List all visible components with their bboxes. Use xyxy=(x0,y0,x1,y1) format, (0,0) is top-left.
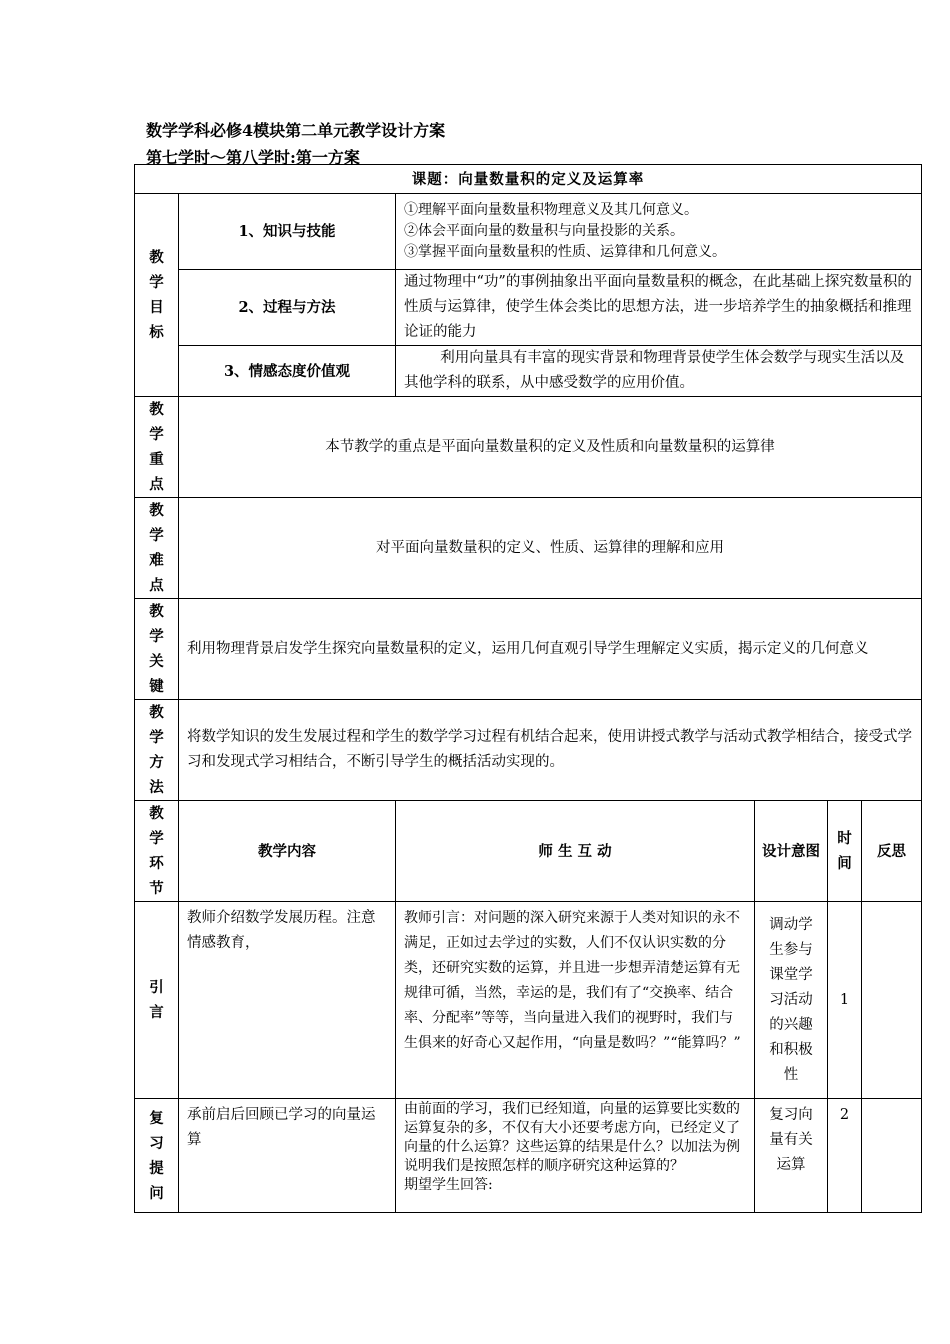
interaction-cell xyxy=(396,1099,755,1213)
reflection-cell xyxy=(862,1099,922,1213)
stage-header: 教学环节 xyxy=(149,805,164,897)
key-points-row xyxy=(135,397,922,498)
knowledge-line: ②体会平面向量的数量积与向量投影的关系。 xyxy=(404,223,684,239)
title-row xyxy=(135,165,922,194)
stage-cell xyxy=(135,902,179,1099)
key-points-label: 教学重点 xyxy=(149,401,164,493)
objectives-label: 教学目标 xyxy=(149,249,164,341)
interaction-header: 师 生 互 动 xyxy=(396,801,755,902)
knowledge-line: ③掌握平面向量数量积的性质、运算律和几何意义。 xyxy=(404,244,726,260)
table-row xyxy=(135,902,922,1099)
key-approach-row xyxy=(135,599,922,700)
methods-label-cell xyxy=(135,700,179,801)
objectives-label-cell xyxy=(135,194,179,397)
objective-process-row xyxy=(135,270,922,346)
stage-cell xyxy=(135,1099,179,1213)
key-points-text: 本节教学的重点是平面向量数量积的定义及性质和向量数量积的运算律 xyxy=(179,397,922,498)
difficulties-label: 教学难点 xyxy=(149,502,164,594)
intent-header: 设计意图 xyxy=(755,801,828,902)
objective-knowledge-row xyxy=(135,194,922,270)
session-subtitle: 第七学时～第八学时:第一方案 xyxy=(146,148,360,167)
content-header: 教学内容 xyxy=(179,801,396,902)
document-title: 数学学科必修4模块第二单元教学设计方案 xyxy=(146,121,446,140)
difficulties-label-cell xyxy=(135,498,179,599)
process-title: 2、过程与方法 xyxy=(179,270,396,346)
key-approach-label: 教学关键 xyxy=(149,603,164,695)
attitude-title: 3、情感态度价值观 xyxy=(179,346,396,397)
stage-header-cell xyxy=(135,801,179,902)
table-row xyxy=(135,1099,922,1213)
difficulties-text: 对平面向量数量积的定义、性质、运算律的理解和应用 xyxy=(179,498,922,599)
time-cell: 1 xyxy=(828,902,862,1099)
methods-label: 教学方法 xyxy=(149,704,164,796)
lesson-title: 课题：向量数量积的定义及运算率 xyxy=(135,165,922,194)
process-header-row xyxy=(135,801,922,902)
objective-attitude-row xyxy=(135,346,922,397)
interaction-text: 由前面的学习，我们已经知道，向量的运算要比实数的运算复杂的多，不仅有大小还要考虑方向，已经定义了向量的什么运算？这些运算的结果是什么？以加法为例说明我们是按照怎样的顺序研究这种运算的？ xyxy=(404,1101,740,1174)
intent-cell: 调动学生参与课堂学习活动的兴趣和积极性 xyxy=(755,902,828,1099)
attitude-text: 利用向量具有丰富的现实背景和物理背景使学生体会数学与现实生活以及其他学科的联系，从中感受数学的应用价值。 xyxy=(396,346,922,397)
interaction-cell: 教师引言：对问题的深入研究来源于人类对知识的永不满足，正如过去学过的实数，人们不仅认识实数的分类，还研究实数的运算，并且进一步想弄清楚运算有无规律可循，当然，幸运的是，我们有了“交换率、结合率、分配率”等等，当向量进入我们的视野时，我们与生俱来的好奇心又起作用，“向量是数吗？”“能算吗？” xyxy=(396,902,755,1099)
time-header-cell xyxy=(828,801,862,902)
stage-label: 引言 xyxy=(149,979,164,1021)
process-text: 通过物理中“功”的事例抽象出平面向量数量积的概念，在此基础上探究数量积的性质与运算律，使学生体会类比的思想方法，进一步培养学生的抽象概括和推理论证的能力 xyxy=(396,270,922,346)
interaction-extra: 期望学生回答: xyxy=(404,1177,493,1193)
lesson-plan-table xyxy=(134,164,922,1213)
knowledge-line: ①理解平面向量数量积物理意义及其几何意义。 xyxy=(404,202,698,218)
stage-label: 复习提问 xyxy=(149,1109,164,1202)
reflection-header: 反思 xyxy=(862,801,922,902)
time-cell: 2 xyxy=(828,1099,862,1213)
reflection-cell xyxy=(862,902,922,1099)
intent-cell: 复习向量有关运算 xyxy=(755,1099,828,1213)
knowledge-title: 1、知识与技能 xyxy=(179,194,396,270)
knowledge-content xyxy=(396,194,922,270)
time-header: 时间 xyxy=(837,830,852,872)
key-points-label-cell xyxy=(135,397,179,498)
page-header xyxy=(146,117,445,171)
methods-row xyxy=(135,700,922,801)
key-approach-label-cell xyxy=(135,599,179,700)
content-cell: 承前启后回顾已学习的向量运算 xyxy=(179,1099,396,1213)
methods-text: 将数学知识的发生发展过程和学生的数学学习过程有机结合起来，使用讲授式教学与活动式教学相结合，接受式学习和发现式学习相结合，不断引导学生的概括活动实现的。 xyxy=(179,700,922,801)
content-cell: 教师介绍数学发展历程。注意情感教育， xyxy=(179,902,396,1099)
key-approach-text: 利用物理背景启发学生探究向量数量积的定义，运用几何直观引导学生理解定义实质，揭示定义的几何意义 xyxy=(179,599,922,700)
difficulties-row xyxy=(135,498,922,599)
